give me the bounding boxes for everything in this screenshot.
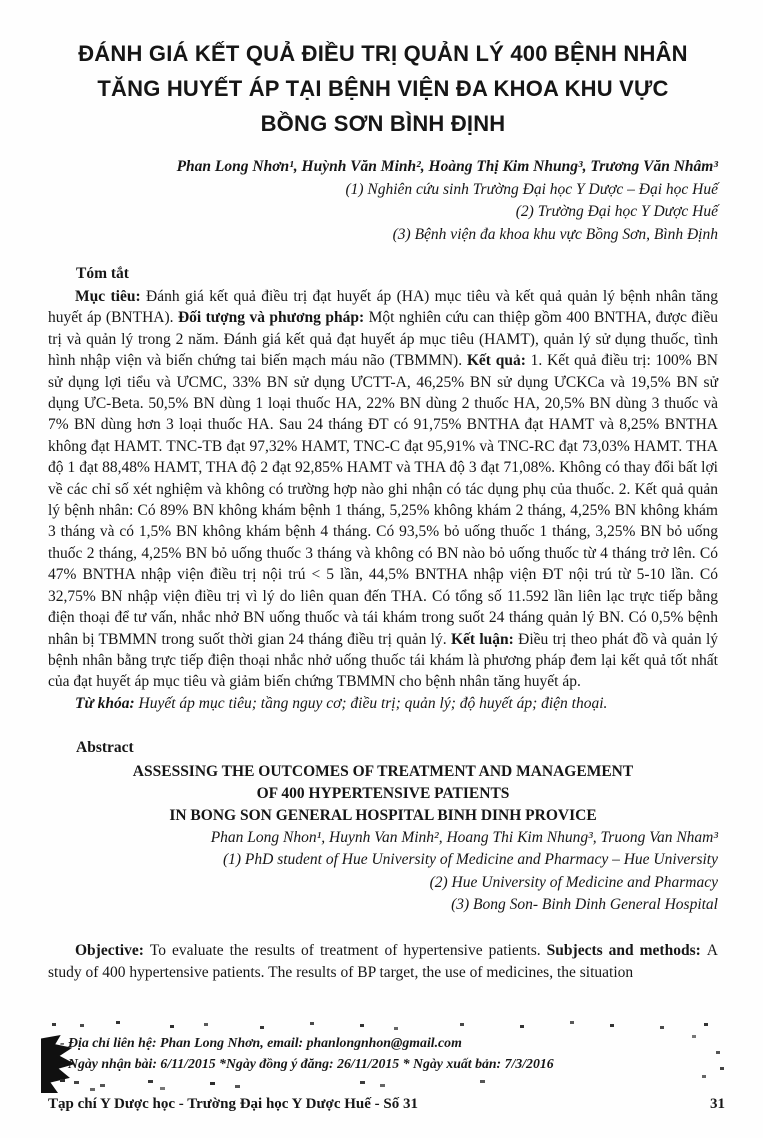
- article-title-line: TĂNG HUYẾT ÁP TẠI BỆNH VIỆN ĐA KHOA KHU VỰC: [97, 76, 669, 101]
- affiliation-vi: (3) Bệnh viện đa khoa khu vực Bồng Sơn, Bình Định: [392, 225, 718, 243]
- abstract-vi-heading: Tóm tắt: [76, 265, 129, 282]
- journal-footer-text: Tạp chí Y Dược học - Trường Đại học Y Dược Huế - Số 31: [48, 1096, 418, 1112]
- affiliation-en: (3) Bong Son- Binh Dinh General Hospital: [451, 896, 718, 914]
- author-names-vi: Phan Long Nhơn¹, Huỳnh Văn Minh², Hoàng Thị Kim Nhung³, Trương Văn Nhâm³: [176, 158, 718, 175]
- abstract-vi-paragraph: Mục tiêu: Đánh giá kết quả điều trị đạt huyết áp (HA) mục tiêu và kết quả quản lý bệnh nhân tăng huyết áp (BNTHA). Đối tượng và phương pháp: Một nghiên cứu can thiệp gồm 400 BNTHA, được điều trị và quản lý trong 2 năm. Đánh giá kết quả đạt huyết áp mục tiêu (HAMT), quản lý sử dụng thuốc, tình hình nhập viện và biến chứng tai biến mạch máu não (TBMMN). Kết quả: 1. Kết quả điều trị: 100% BN sử dụng lợi tiểu và ƯCMC, 33% BN sử dụng ƯCTT-A, 46,25% BN sử dụng ƯCKCa và 19,5% BN sử dụng ƯC-Beta. 50,5% BN dùng 1 loại thuốc HA, 22% BN dùng 2 thuốc HA, 20,5% BN dùng 3 thuốc và 7% BN dùng hơn 3 loại thuốc HA. Sau 24 tháng ĐT có 91,75% BNTHA đạt HAMT và 8,25% BNTHA không đạt HAMT. TNC-TB đạt 97,32% HAMT, TNC-C đạt 95,91% và TNC-RC đạt 73,03% HAMT. THA độ 1 đạt 88,48% HAMT, THA độ 2 đạt 92,85% HAMT và THA độ 3 đạt 71,08%. Không có thay đổi bất lợi về các chỉ số xét nghiệm và không có trường hợp nào ghi nhận có tác dụng phụ của thuốc. 2. Kết quả quản lý bệnh nhân: Có 89% BN không khám bệnh 1 tháng, 5,25% không khám 2 tháng, 4,25% BN không khám 3 tháng và có 1,5% BN không khám bệnh 4 tháng. Có 93,5% bỏ uống thuốc 1 tháng, 3,25% BN bỏ uống thuốc 2 tháng, 4,25% BN bỏ uống thuốc 3 tháng và không có BN nào bỏ uống thuốc từ 4 tháng trở lên. Có 47% BNTHA nhập viện điều trị nội trú < 5 lần, 44,5% BNTHA nhập viện ĐT nội trú từ 5-10 lần. Có 32,75% BN nhập viện điều trị vì lý do liên quan đến THA. Có tổng số 11.592 lần liên lạc trực tiếp bằng điện thoại để tư vấn, nhắc nhở BN uống thuốc và tái khám trong suốt 24 tháng quản lý BN. Có 0,5% bệnh nhân bị TBMMN trong suốt thời gian 24 tháng điều trị quản lý. Kết luận: Điều trị theo phát đồ và quản lý bệnh nhân bằng trực tiếp điện thoại nhắc nhở uống thuốc tái khám là phương pháp đem lại kết quả tốt nhất của đạt huyết áp mục tiêu và giảm biến chứng TBMMN cho bệnh nhân tăng huyết áp.: [48, 288, 718, 691]
- affiliation-vi: (1) Nghiên cứu sinh Trường Đại học Y Dược – Đại học Huế: [345, 180, 718, 198]
- scan-noise-speckles: [52, 1023, 56, 1026]
- authors-block-vi: [48, 156, 718, 246]
- article-title-en-line: OF 400 HYPERTENSIVE PATIENTS: [256, 785, 510, 803]
- article-title: [48, 36, 718, 141]
- abstract-en-paragraph: Objective: To evaluate the results of treatment of hypertensive patients. Subjects and methods: A study of 400 hypertensive patients. The results of BP target, the use of medicines, the situation: [48, 942, 718, 981]
- affiliation-en: (1) PhD student of Hue University of Medicine and Pharmacy – Hue University: [222, 851, 718, 869]
- keywords-line: Từ khóa: Huyết áp mục tiêu; tầng nguy cơ; điều trị; quản lý; độ huyết áp; điện thoại.: [75, 694, 608, 712]
- article-title-line: BỒNG SƠN BÌNH ĐỊNH: [260, 111, 506, 136]
- scan-noise-speckles: [60, 1079, 65, 1082]
- abstract-en-heading: Abstract: [76, 739, 134, 757]
- footnote-contact-line: - Địa chỉ liên hệ: Phan Long Nhơn, email: phanlongnhon@gmail.com: [60, 1035, 462, 1050]
- authors-block-en: [48, 827, 718, 916]
- footnote-dates-line: - Ngày nhận bài: 6/11/2015 *Ngày đồng ý đăng: 26/11/2015 * Ngày xuất bản: 7/3/2016: [60, 1056, 554, 1071]
- affiliation-en: (2) Hue University of Medicine and Pharmacy: [429, 873, 718, 891]
- article-title-line: ĐÁNH GIÁ KẾT QUẢ ĐIỀU TRỊ QUẢN LÝ 400 BỆNH NHÂN: [78, 41, 688, 66]
- article-title-en: [48, 761, 718, 827]
- page-number: 31: [710, 1096, 725, 1112]
- article-title-en-line: IN BONG SON GENERAL HOSPITAL BINH DINH PROVICE: [169, 807, 597, 825]
- author-names-en: Phan Long Nhon¹, Huynh Van Minh², Hoang Thi Kim Nhung³, Truong Van Nham³: [210, 829, 718, 847]
- article-title-en-line: ASSESSING THE OUTCOMES OF TREATMENT AND MANAGEMENT: [132, 763, 634, 781]
- footnote-block: [60, 1032, 718, 1074]
- page-footer: [48, 1096, 725, 1113]
- affiliation-vi: (2) Trường Đại học Y Dược Huế: [515, 203, 718, 220]
